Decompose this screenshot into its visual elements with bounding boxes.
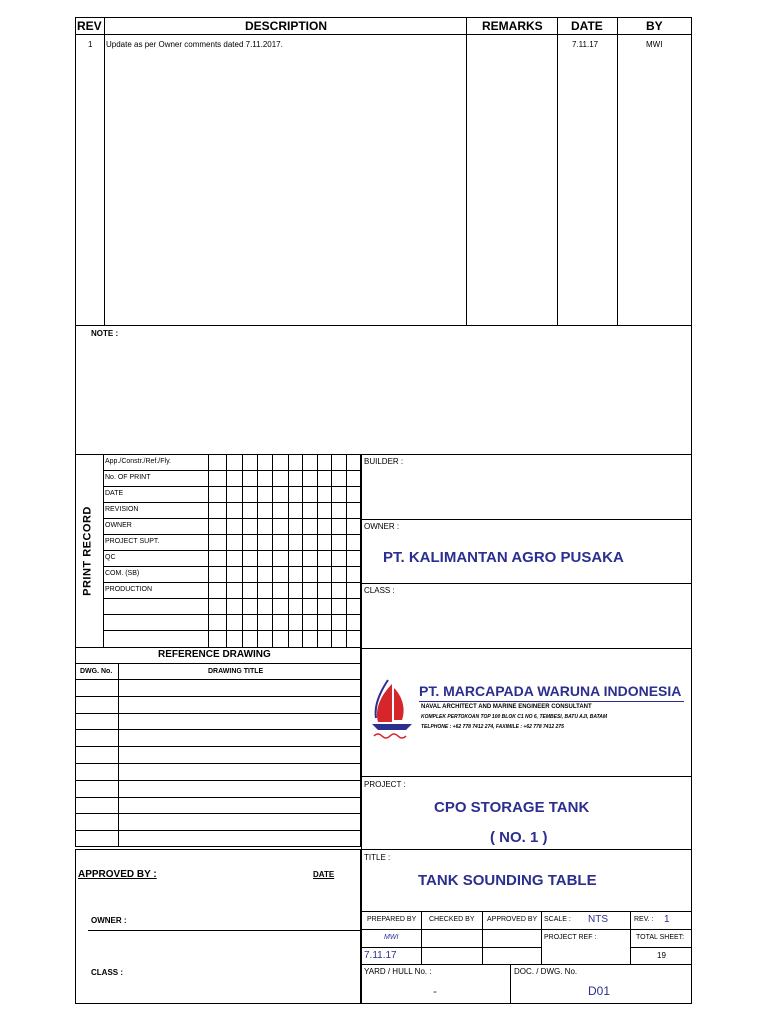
tb-line-2b	[630, 947, 692, 948]
print-record-row-label: No. OF PRINT	[105, 474, 151, 481]
print-record-col-line	[242, 454, 243, 648]
print-record-row-line	[103, 614, 361, 615]
total-sheet-value: 19	[657, 951, 666, 960]
prepared-by-value: MWI	[384, 934, 399, 941]
print-record-col-line	[226, 454, 227, 648]
revision-row-rev: 1	[88, 40, 93, 49]
revision-row-by: MWI	[646, 40, 663, 49]
revision-table	[75, 17, 692, 326]
checked-by-label: CHECKED BY	[429, 916, 475, 923]
print-record-row-line	[103, 630, 361, 631]
print-record-col-line	[331, 454, 332, 648]
print-record-row-label: OWNER	[105, 522, 132, 529]
company-name-underline	[419, 701, 684, 702]
title-block-box	[361, 911, 692, 1004]
print-record-title-divider	[103, 454, 104, 648]
approval-date-label: DATE	[313, 870, 335, 879]
print-record-row-label: App./Constr./Ref./Fly.	[105, 458, 172, 465]
prepared-by-label: PREPARED BY	[367, 916, 417, 923]
owner-name: PT. KALIMANTAN AGRO PUSAKA	[383, 549, 624, 566]
print-record-row-label: PRODUCTION	[105, 586, 153, 593]
print-record-row-label: DATE	[105, 490, 124, 497]
doc-dwg-value: D01	[588, 984, 611, 998]
project-ref-label: PROJECT REF :	[544, 934, 597, 941]
project-line1: CPO STORAGE TANK	[434, 799, 590, 816]
tb-col-2	[482, 911, 483, 965]
remarks-header: REMARKS	[482, 19, 543, 33]
tb-col-4	[630, 911, 631, 965]
print-record-col-line	[317, 454, 318, 648]
rev-col-divider	[104, 17, 105, 326]
builder-box	[361, 454, 692, 520]
approval-owner-line	[88, 930, 361, 931]
project-line2: ( NO. 1 )	[490, 829, 548, 846]
date-col-divider	[617, 17, 618, 326]
company-phone: TELPHONE : +62 778 7412 274, FAXIMILE : +62 778 7412 275	[421, 724, 564, 730]
title-text: TANK SOUNDING TABLE	[418, 872, 597, 889]
desc-col-divider	[466, 17, 467, 326]
note-box	[75, 325, 692, 455]
company-logo-icon	[368, 678, 416, 740]
print-record-row-line	[103, 550, 361, 551]
print-record-row-line	[103, 486, 361, 487]
yard-hull-value: -	[433, 984, 437, 998]
prepared-date-value: 7.11.17	[364, 950, 397, 961]
print-record-col-line	[288, 454, 289, 648]
print-record-title: PRINT RECORD	[81, 506, 94, 596]
company-name: PT. MARCAPADA WARUNA INDONESIA	[419, 683, 682, 699]
reference-col-no: DWG. No.	[80, 668, 113, 675]
approved-by-label: APPROVED BY :	[78, 869, 157, 880]
description-header: DESCRIPTION	[245, 19, 328, 33]
owner-label: OWNER :	[364, 522, 400, 531]
tb-col-1	[421, 911, 422, 965]
print-record-row-label: PROJECT SUPT.	[105, 538, 160, 545]
remarks-col-divider	[557, 17, 558, 326]
reference-row-line	[75, 696, 361, 697]
print-record-row-label: REVISION	[105, 506, 139, 513]
revision-row-description: Update as per Owner comments dated 7.11.2017.	[106, 40, 283, 49]
rev-header: REV	[77, 19, 102, 33]
reference-row-line	[75, 746, 361, 747]
reference-col-title: DRAWING TITLE	[208, 668, 264, 675]
print-record-row-line	[103, 502, 361, 503]
scale-value: NTS	[588, 914, 608, 925]
reference-row-line	[75, 813, 361, 814]
reference-col-divider	[118, 663, 119, 847]
reference-row-line	[75, 830, 361, 831]
company-subtitle: NAVAL ARCHITECT AND MARINE ENGINEER CONSULTANT	[421, 704, 592, 710]
print-record-row-line	[103, 582, 361, 583]
reference-row-line	[75, 780, 361, 781]
company-address: KOMPLEK PERTOKOAN TOP 100 BLOK C1 NO 6, TEMBESI, BATU AJI, BATAM	[421, 714, 608, 720]
print-record-row-label: COM. (SB)	[105, 570, 140, 577]
rev-value: 1	[664, 914, 670, 925]
project-label: PROJECT :	[364, 780, 406, 789]
print-record-box	[75, 454, 361, 648]
reference-row-line	[75, 797, 361, 798]
tb-line-1	[361, 929, 692, 930]
rev-label: REV. :	[634, 916, 654, 923]
reference-row-line	[75, 763, 361, 764]
total-sheet-label: TOTAL SHEET:	[636, 934, 685, 941]
reference-drawing-title: REFERENCE DRAWING	[158, 649, 271, 660]
print-record-row-line	[103, 534, 361, 535]
scale-label: SCALE :	[544, 916, 571, 923]
class-box	[361, 583, 692, 649]
print-record-col-line	[272, 454, 273, 648]
tb-col-5	[510, 964, 511, 1004]
print-record-row-line	[103, 470, 361, 471]
revision-row-date: 7.11.17	[572, 40, 599, 49]
by-header: BY	[646, 19, 663, 33]
print-record-row-label: QC	[105, 554, 116, 561]
revision-header-divider	[75, 34, 692, 35]
date-header: DATE	[571, 19, 603, 33]
print-record-row-line	[103, 566, 361, 567]
builder-label: BUILDER :	[364, 457, 404, 466]
print-record-col-line	[346, 454, 347, 648]
title-label: TITLE :	[364, 853, 391, 862]
print-record-col-line	[208, 454, 209, 648]
doc-dwg-label: DOC. / DWG. No.	[514, 967, 578, 976]
reference-row-line	[75, 729, 361, 730]
reference-row-line	[75, 679, 361, 680]
print-record-col-line	[257, 454, 258, 648]
print-record-row-line	[103, 598, 361, 599]
print-record-row-line	[103, 518, 361, 519]
tb-col-3	[541, 911, 542, 965]
class-label: CLASS :	[364, 586, 395, 595]
print-record-col-line	[302, 454, 303, 648]
tb-line-3	[361, 964, 692, 965]
approved-by-tb-label: APPROVED BY	[487, 916, 538, 923]
reference-row-line	[75, 713, 361, 714]
approval-owner-label: OWNER :	[91, 916, 127, 925]
tb-line-2	[361, 947, 541, 948]
yard-hull-label: YARD / HULL No. :	[364, 967, 432, 976]
approval-class-label: CLASS :	[91, 968, 123, 977]
note-label: NOTE :	[91, 329, 119, 338]
